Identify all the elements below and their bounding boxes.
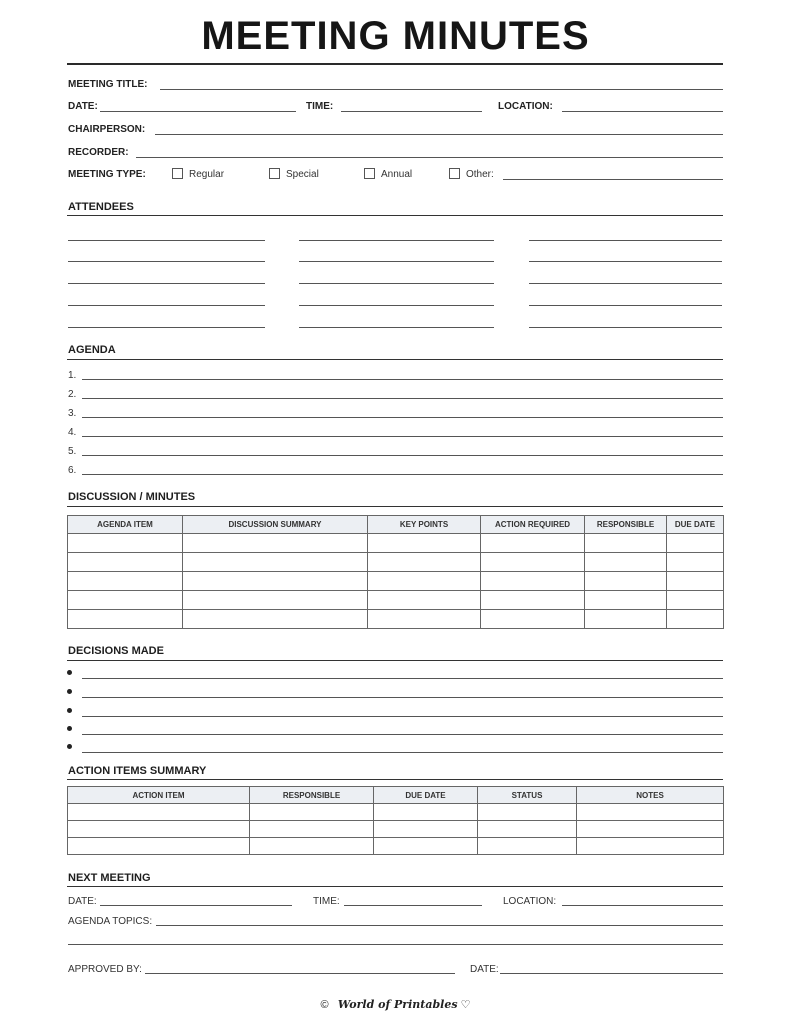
date-label: DATE: bbox=[68, 101, 98, 112]
table-cell[interactable] bbox=[374, 804, 478, 821]
approved-by-label: APPROVED BY: bbox=[68, 964, 142, 975]
attendee-field[interactable] bbox=[68, 261, 265, 262]
next-date-label: DATE: bbox=[68, 896, 97, 907]
table-cell[interactable] bbox=[183, 591, 368, 610]
decision-field[interactable] bbox=[82, 734, 723, 735]
agenda-topics-label: AGENDA TOPICS: bbox=[68, 916, 153, 927]
agenda-item-field[interactable] bbox=[82, 417, 723, 418]
column-header: NOTES bbox=[577, 787, 724, 804]
table-cell[interactable] bbox=[68, 610, 183, 629]
table-cell[interactable] bbox=[368, 534, 481, 553]
regular-checkbox[interactable] bbox=[172, 168, 183, 179]
decision-field[interactable] bbox=[82, 678, 723, 679]
table-cell[interactable] bbox=[577, 838, 724, 855]
next-location-field[interactable] bbox=[562, 905, 723, 906]
decision-field[interactable] bbox=[82, 752, 723, 753]
date-field[interactable] bbox=[100, 111, 296, 112]
next-time-field[interactable] bbox=[344, 905, 482, 906]
table-cell[interactable] bbox=[577, 804, 724, 821]
copyright-icon: © bbox=[320, 999, 329, 1011]
table-cell[interactable] bbox=[478, 804, 577, 821]
meeting-title-label: MEETING TITLE: bbox=[68, 79, 148, 90]
annual-checkbox[interactable] bbox=[364, 168, 375, 179]
decision-field[interactable] bbox=[82, 716, 723, 717]
table-cell[interactable] bbox=[183, 572, 368, 591]
action-items-heading: ACTION ITEMS SUMMARY bbox=[68, 765, 207, 777]
agenda-item-number: 5. bbox=[68, 446, 77, 457]
time-field[interactable] bbox=[341, 111, 482, 112]
recorder-label: RECORDER: bbox=[68, 147, 129, 158]
table-cell[interactable] bbox=[250, 804, 374, 821]
attendee-field[interactable] bbox=[299, 305, 494, 306]
agenda-topics-field[interactable] bbox=[68, 944, 723, 945]
recorder-field[interactable] bbox=[136, 157, 723, 158]
table-cell[interactable] bbox=[481, 534, 585, 553]
table-cell[interactable] bbox=[250, 838, 374, 855]
table-row bbox=[68, 821, 724, 838]
table-cell[interactable] bbox=[68, 838, 250, 855]
agenda-divider bbox=[67, 359, 723, 360]
table-row bbox=[68, 610, 724, 629]
table-cell[interactable] bbox=[481, 591, 585, 610]
agenda-item-number: 1. bbox=[68, 370, 77, 381]
approval-date-label: DATE: bbox=[470, 964, 499, 975]
title-divider bbox=[67, 63, 723, 65]
column-header: AGENDA ITEM bbox=[68, 516, 183, 534]
table-cell[interactable] bbox=[481, 553, 585, 572]
table-cell[interactable] bbox=[250, 821, 374, 838]
table-cell[interactable] bbox=[183, 610, 368, 629]
page-title: MEETING MINUTES bbox=[201, 14, 590, 58]
table-cell[interactable] bbox=[577, 821, 724, 838]
table-cell[interactable] bbox=[368, 591, 481, 610]
attendee-field[interactable] bbox=[68, 283, 265, 284]
attendee-field[interactable] bbox=[299, 283, 494, 284]
table-cell[interactable] bbox=[478, 838, 577, 855]
column-header: DISCUSSION SUMMARY bbox=[183, 516, 368, 534]
attendee-field[interactable] bbox=[68, 327, 265, 328]
table-cell[interactable] bbox=[667, 553, 724, 572]
table-row bbox=[68, 572, 724, 591]
attendee-field[interactable] bbox=[68, 305, 265, 306]
agenda-heading: AGENDA bbox=[68, 344, 116, 356]
table-cell[interactable] bbox=[481, 572, 585, 591]
approved-by-field[interactable] bbox=[145, 973, 455, 974]
other-checkbox[interactable] bbox=[449, 168, 460, 179]
table-cell[interactable] bbox=[585, 553, 667, 572]
attendee-field[interactable] bbox=[529, 305, 722, 306]
table-cell[interactable] bbox=[374, 821, 478, 838]
attendee-field[interactable] bbox=[529, 261, 722, 262]
column-header: RESPONSIBLE bbox=[585, 516, 667, 534]
table-cell[interactable] bbox=[481, 610, 585, 629]
table-cell[interactable] bbox=[368, 610, 481, 629]
bullet-icon bbox=[67, 670, 72, 675]
attendee-field[interactable] bbox=[299, 327, 494, 328]
column-header: ACTION ITEM bbox=[68, 787, 250, 804]
location-field[interactable] bbox=[562, 111, 723, 112]
table-cell[interactable] bbox=[183, 553, 368, 572]
bullet-icon bbox=[67, 708, 72, 713]
annual-option-label: Annual bbox=[381, 169, 413, 180]
approval-date-field[interactable] bbox=[500, 973, 723, 974]
table-cell[interactable] bbox=[183, 534, 368, 553]
next-location-label: LOCATION: bbox=[503, 896, 557, 907]
agenda-item-field[interactable] bbox=[82, 436, 723, 437]
column-header: DUE DATE bbox=[667, 516, 724, 534]
agenda-item-field[interactable] bbox=[82, 379, 723, 380]
decisions-heading: DECISIONS MADE bbox=[68, 645, 164, 657]
bullet-icon bbox=[67, 726, 72, 731]
table-cell[interactable] bbox=[478, 821, 577, 838]
special-option-label: Special bbox=[286, 169, 319, 180]
agenda-item-number: 6. bbox=[68, 465, 77, 476]
table-row bbox=[68, 553, 724, 572]
next-meeting-divider bbox=[67, 886, 723, 887]
agenda-topics-field[interactable] bbox=[156, 925, 723, 926]
column-header: ACTION REQUIRED bbox=[481, 516, 585, 534]
table-cell[interactable] bbox=[585, 572, 667, 591]
table-cell[interactable] bbox=[68, 804, 250, 821]
table-cell[interactable] bbox=[667, 591, 724, 610]
table-cell[interactable] bbox=[667, 610, 724, 629]
table-cell[interactable] bbox=[68, 534, 183, 553]
agenda-item-field[interactable] bbox=[82, 455, 723, 456]
table-cell[interactable] bbox=[368, 572, 481, 591]
other-type-field[interactable] bbox=[503, 179, 723, 180]
meeting-type-label: MEETING TYPE: bbox=[68, 169, 146, 180]
table-header-row bbox=[68, 516, 724, 534]
bullet-icon bbox=[67, 744, 72, 749]
action-items-divider bbox=[67, 779, 723, 780]
discussion-table bbox=[67, 515, 724, 629]
heart-icon: ♡ bbox=[460, 999, 471, 1011]
discussion-heading: DISCUSSION / MINUTES bbox=[68, 491, 196, 503]
column-header: DUE DATE bbox=[374, 787, 478, 804]
agenda-item-number: 2. bbox=[68, 389, 77, 400]
column-header: KEY POINTS bbox=[368, 516, 481, 534]
location-label: LOCATION: bbox=[498, 101, 553, 112]
next-time-label: TIME: bbox=[313, 896, 340, 907]
table-row bbox=[68, 534, 724, 553]
meeting-title-field[interactable] bbox=[160, 89, 723, 90]
next-date-field[interactable] bbox=[100, 905, 292, 906]
decision-field[interactable] bbox=[82, 697, 723, 698]
table-cell[interactable] bbox=[68, 821, 250, 838]
agenda-item-field[interactable] bbox=[82, 474, 723, 475]
bullet-icon bbox=[67, 689, 72, 694]
attendees-heading: ATTENDEES bbox=[68, 201, 134, 213]
column-header: RESPONSIBLE bbox=[250, 787, 374, 804]
attendees-divider bbox=[67, 215, 723, 216]
attendee-field[interactable] bbox=[299, 261, 494, 262]
footer bbox=[0, 998, 791, 1011]
table-row bbox=[68, 591, 724, 610]
attendee-field[interactable] bbox=[529, 240, 722, 241]
table-cell[interactable] bbox=[585, 534, 667, 553]
table-row bbox=[68, 804, 724, 821]
table-cell[interactable] bbox=[667, 534, 724, 553]
table-cell[interactable] bbox=[585, 591, 667, 610]
discussion-divider bbox=[67, 506, 723, 507]
table-cell[interactable] bbox=[585, 610, 667, 629]
column-header: STATUS bbox=[478, 787, 577, 804]
agenda-item-field[interactable] bbox=[82, 398, 723, 399]
attendee-field[interactable] bbox=[529, 283, 722, 284]
attendee-field[interactable] bbox=[68, 240, 265, 241]
chairperson-field[interactable] bbox=[155, 134, 723, 135]
table-row bbox=[68, 838, 724, 855]
attendee-field[interactable] bbox=[529, 327, 722, 328]
table-cell[interactable] bbox=[374, 838, 478, 855]
decisions-divider bbox=[67, 660, 723, 661]
regular-option-label: Regular bbox=[189, 169, 225, 180]
action-items-table bbox=[67, 786, 724, 855]
other-option-label: Other: bbox=[466, 169, 494, 180]
table-cell[interactable] bbox=[667, 572, 724, 591]
agenda-item-number: 4. bbox=[68, 427, 77, 438]
special-checkbox[interactable] bbox=[269, 168, 280, 179]
table-cell[interactable] bbox=[68, 572, 183, 591]
table-cell[interactable] bbox=[68, 591, 183, 610]
table-cell[interactable] bbox=[68, 553, 183, 572]
brand-logo: World of Printables bbox=[337, 998, 458, 1011]
time-label: TIME: bbox=[306, 101, 334, 112]
next-meeting-heading: NEXT MEETING bbox=[68, 872, 151, 884]
table-cell[interactable] bbox=[368, 553, 481, 572]
table-header-row bbox=[68, 787, 724, 804]
chairperson-label: CHAIRPERSON: bbox=[68, 124, 146, 135]
agenda-item-number: 3. bbox=[68, 408, 77, 419]
attendee-field[interactable] bbox=[299, 240, 494, 241]
